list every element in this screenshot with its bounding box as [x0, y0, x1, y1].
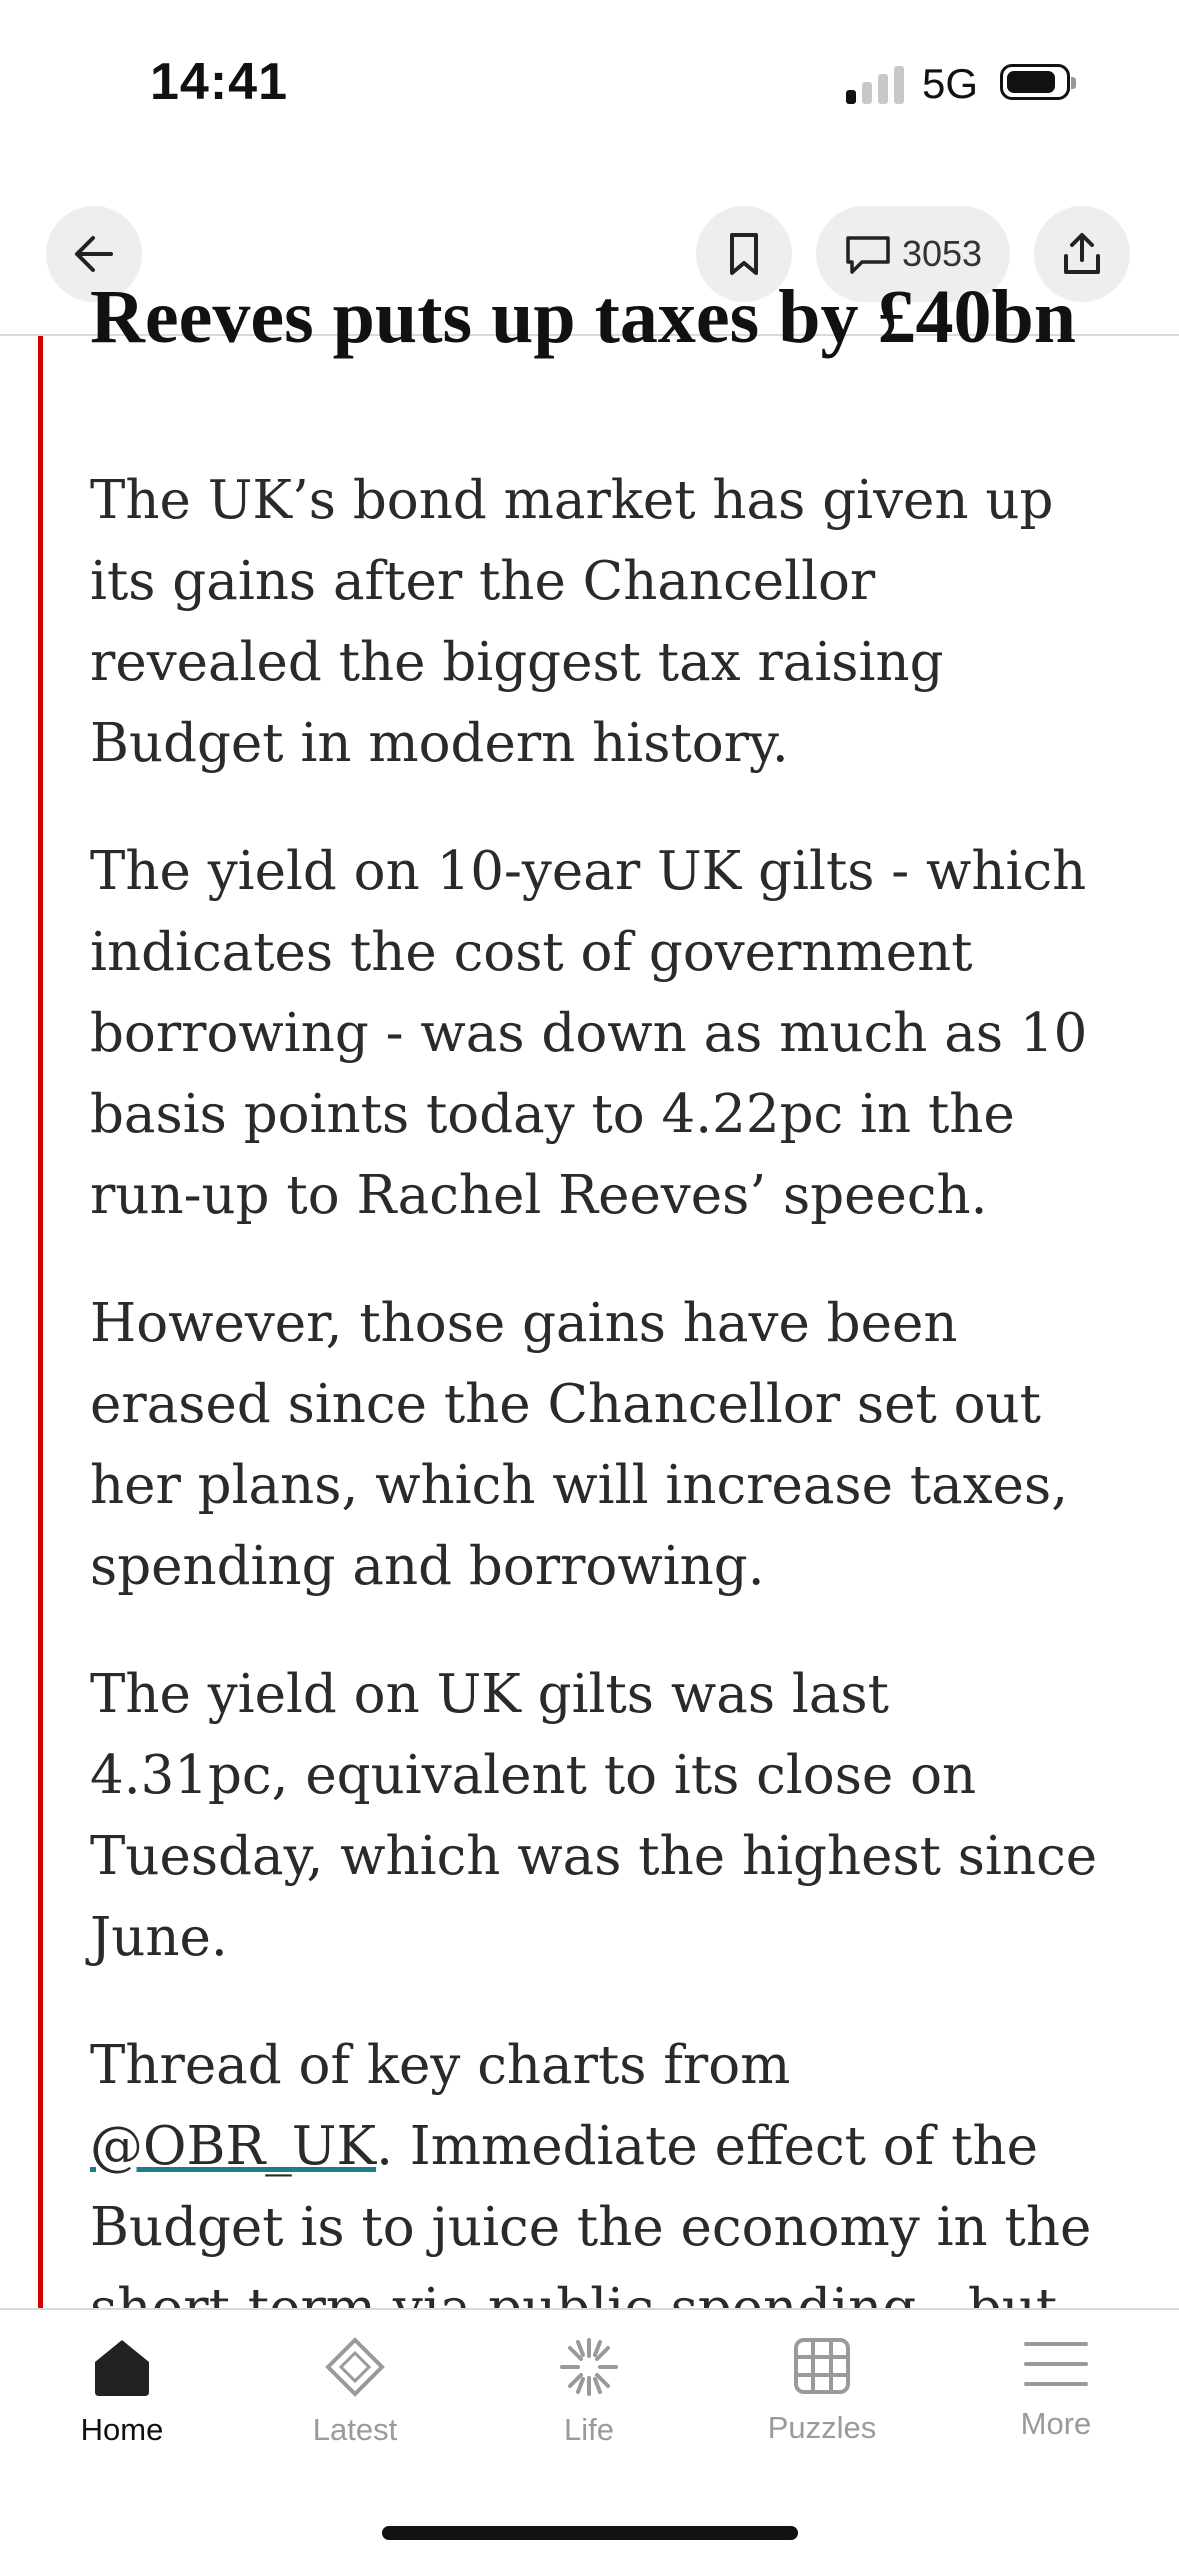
paragraph: The yield on UK gilts was last 4.31pc, equivalent to its close on Tuesday, which was the highest since June.	[90, 1664, 1098, 1968]
signal-icon	[846, 64, 906, 104]
paragraph: The yield on 10-year UK gilts - which indicates the cost of government borrowing - was down as much as 10 basis points today to 4.22pc in the run-up to Rachel Reeves’ speech.	[90, 841, 1088, 1226]
diamond-icon	[324, 2336, 386, 2398]
comment-bubble-icon	[844, 232, 892, 276]
status-bar	[0, 0, 1179, 170]
nav-home-label: Home	[80, 2412, 164, 2447]
bookmark-icon	[724, 231, 764, 277]
article-body	[0, 275, 1179, 2308]
home-icon	[89, 2336, 155, 2398]
nav-latest[interactable]	[255, 2330, 455, 2480]
obr-uk-handle-link[interactable]: @OBR_UK	[90, 2116, 377, 2177]
network-type: 5G	[922, 60, 979, 107]
nav-puzzles-label: Puzzles	[767, 2410, 877, 2445]
grid-icon	[792, 2336, 852, 2396]
nav-home[interactable]	[22, 2330, 222, 2480]
bottom-navigation	[0, 2308, 1179, 2558]
menu-icon	[1023, 2336, 1089, 2392]
nav-puzzles[interactable]	[722, 2330, 922, 2480]
back-arrow-icon	[71, 231, 117, 277]
nav-more-label: More	[1020, 2406, 1092, 2441]
post-content	[90, 460, 1100, 2558]
nav-more[interactable]	[956, 2330, 1156, 2480]
nav-life[interactable]	[489, 2330, 689, 2480]
paragraph: The UK’s bond market has given up its gains after the Chancellor revealed the biggest tax raising Budget in modern history.	[90, 470, 1054, 774]
share-icon	[1058, 230, 1106, 278]
nav-latest-label: Latest	[312, 2412, 398, 2447]
status-time: 14:41	[150, 53, 288, 111]
nav-life-label: Life	[564, 2412, 614, 2447]
tweet-text-body: . Immediate effect of the Budget is to juice the economy in the	[90, 2116, 1092, 2258]
paragraph: However, those gains have been erased since the Chancellor set out her plans, which will increase taxes, spending and borrowing.	[90, 1293, 1069, 1597]
tweet-text-prefix: Thread of key charts from	[90, 2035, 791, 2096]
comment-count: 3053	[901, 233, 983, 274]
live-blog-rule	[38, 336, 43, 2308]
post-headline: Reeves puts up taxes by £40bn	[90, 275, 1077, 359]
home-indicator[interactable]	[382, 2526, 798, 2540]
sunburst-icon	[558, 2336, 620, 2398]
battery-icon	[1000, 64, 1070, 100]
